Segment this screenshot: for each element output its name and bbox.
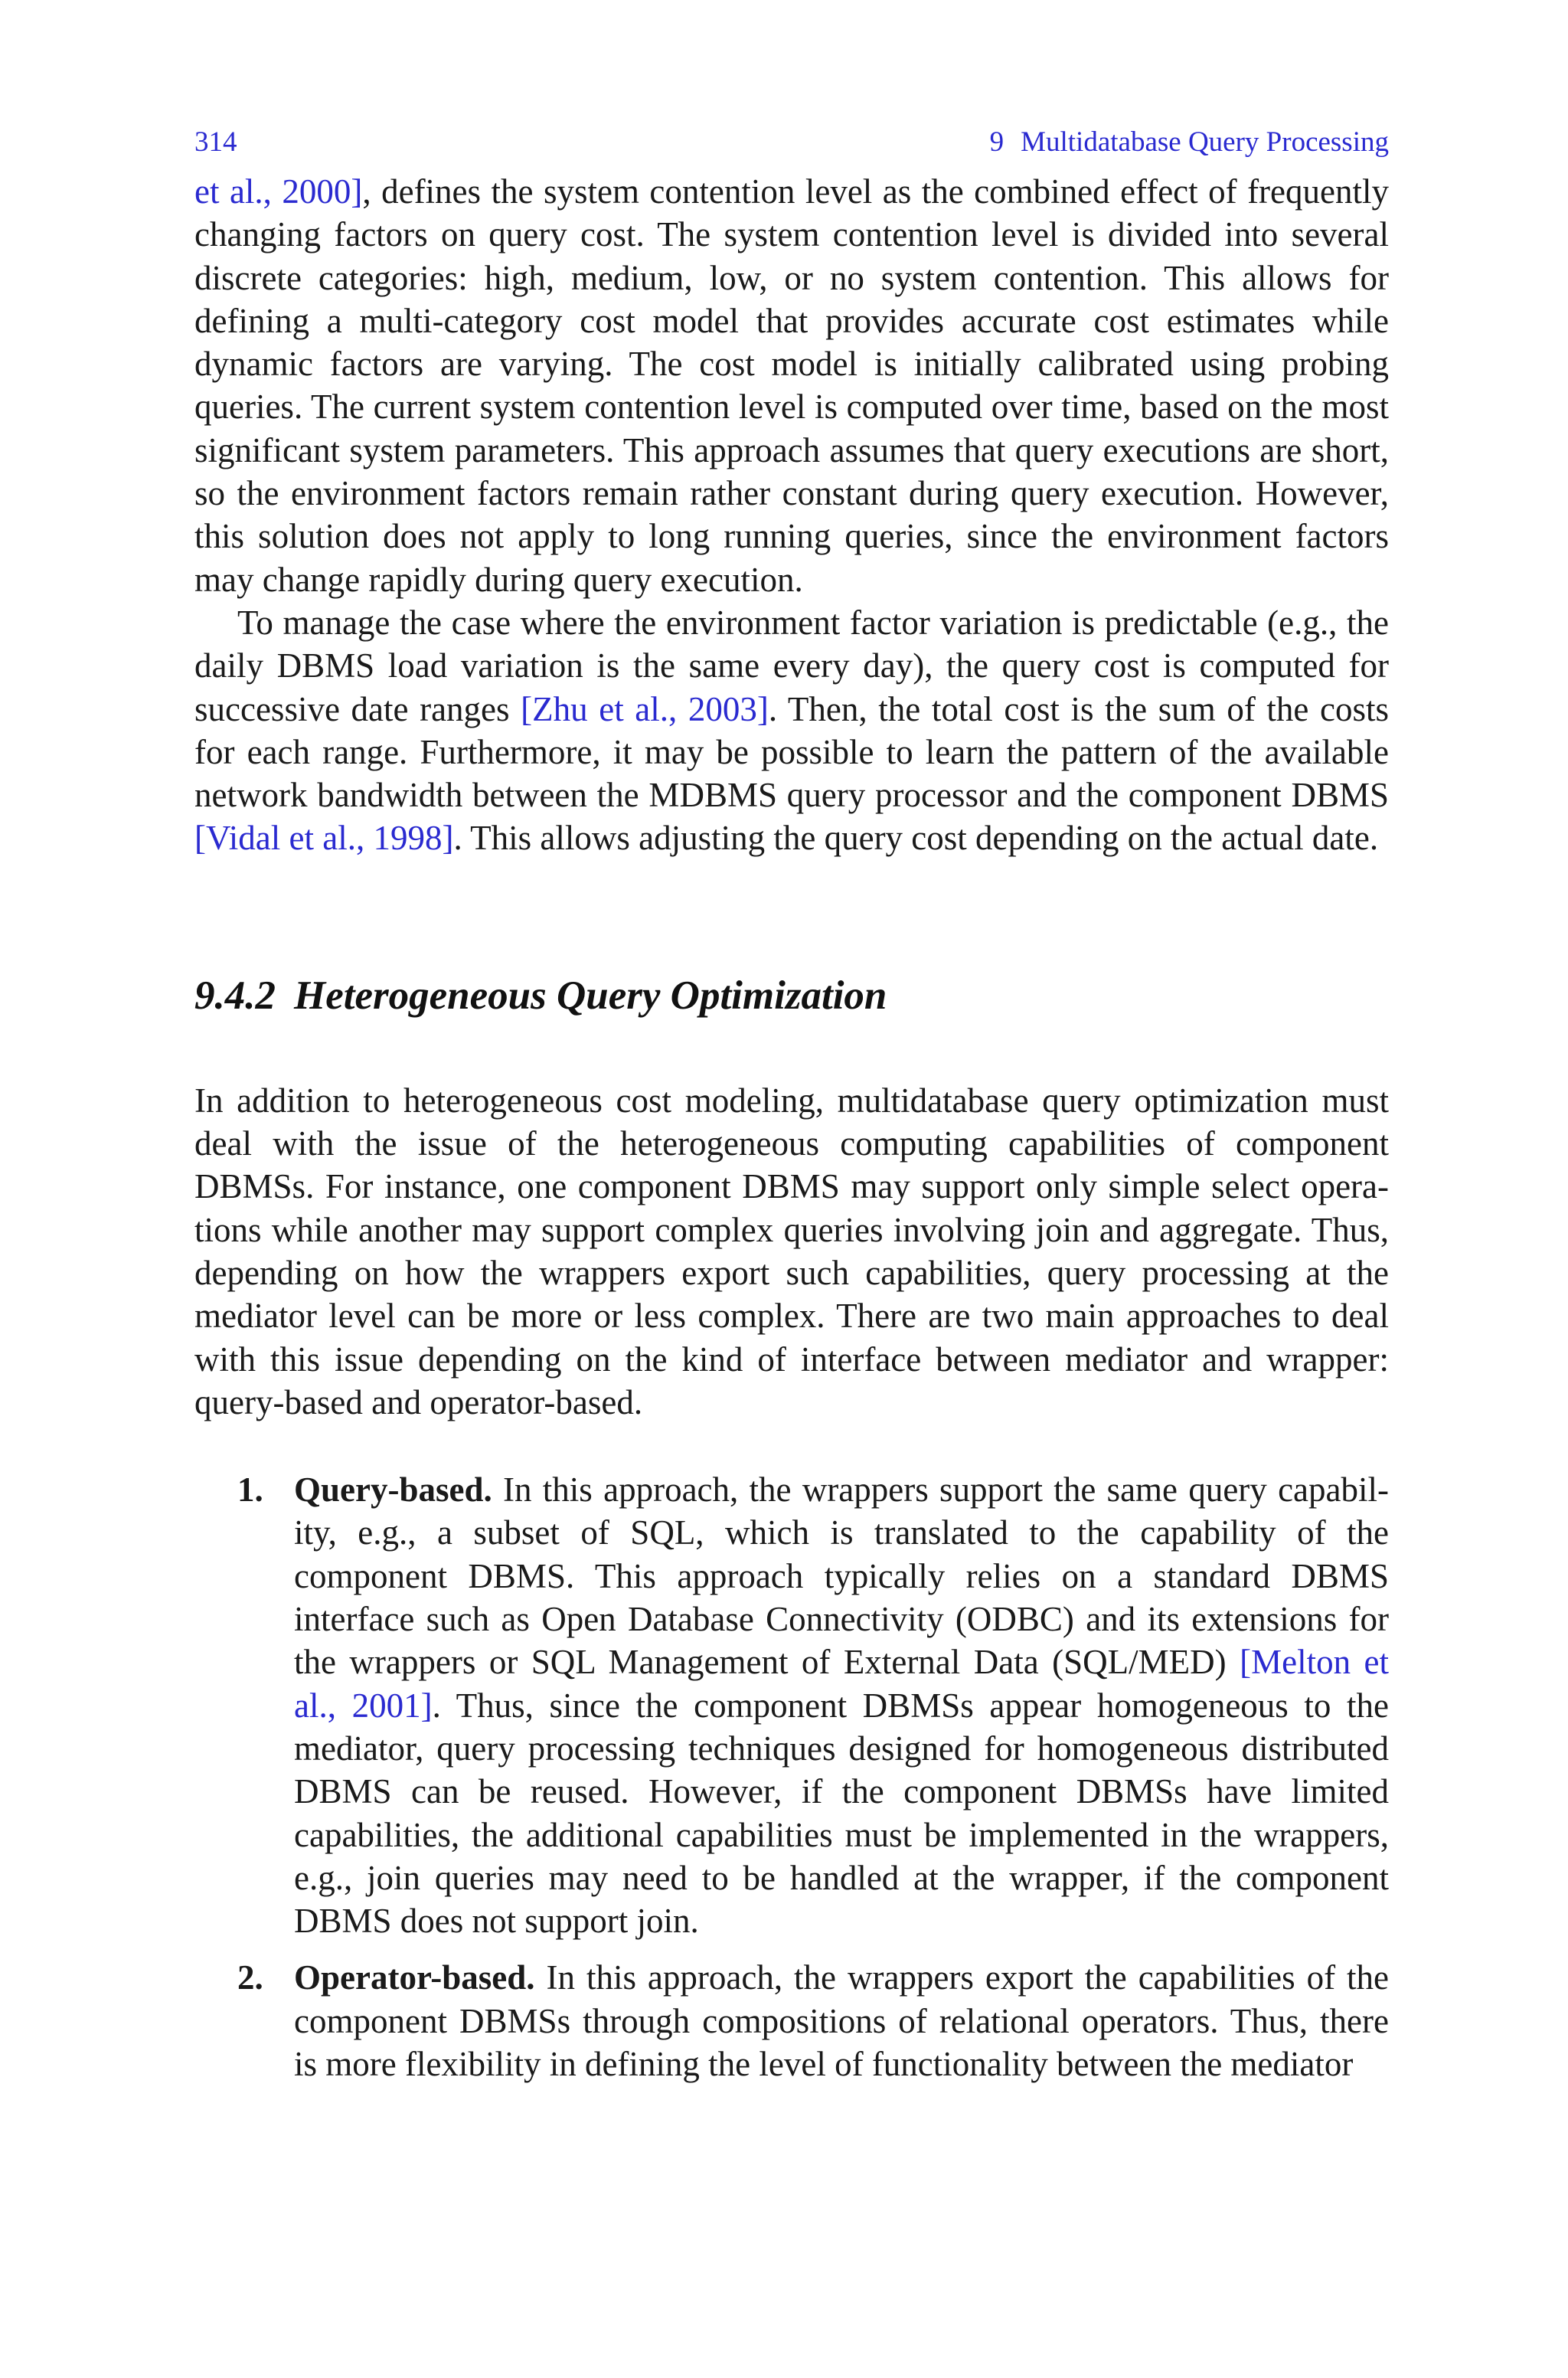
citation-link-melton[interactable]: [Melton et al., 2001] bbox=[294, 1643, 1390, 1725]
list-item-number: 2. bbox=[237, 1958, 263, 1997]
section-title: Heterogeneous Query Optimization bbox=[294, 973, 887, 1018]
paragraph-contention-level bbox=[194, 170, 1389, 601]
chapter-number: 9 bbox=[989, 126, 1004, 158]
list-item-text: In this approach, the wrappers support the same query capability, e.g., a subset of SQL, which is translated to the capability of the component DBMS. This approach typically relies on a standard DBMS interface such as Open Database Connectivity (ODBC) and its extensions for the wrappers or SQL Management of External Data (SQL/MED) bbox=[294, 1470, 1389, 1682]
list-item-term: Operator-based. bbox=[294, 1958, 535, 1997]
approaches-list bbox=[194, 1468, 1389, 2085]
chapter-title: Multidatabase Query Processing bbox=[1021, 126, 1389, 158]
paragraph-text: . This allows adjusting the query cost depending on the actual date. bbox=[453, 819, 1379, 858]
list-item-term: Query-based. bbox=[294, 1470, 492, 1510]
list-item-text: In this approach, the wrappers export the capabilities of the component DBMSs through compositions of relational operators. Thus, there is more flexibility in defining the level of functionality between the mediator bbox=[294, 1958, 1389, 2083]
list-item-query-based bbox=[194, 1468, 1389, 1942]
section-number: 9.4.2 bbox=[194, 973, 276, 1018]
paragraph-text: , defines the system contention level as the combined effect of frequently changing factors on query cost. The system contention level is divided into several discrete categories: high, medium, low, or no system contention. This allows for defining a multi-category cost model that provides accurate cost estimates while dynamic factors are varying. The cost model is initially calibrated using probing queries. The current system contention level is computed over time, based on the most significant system parameters. This approach assumes that query executions are short, so the environment factors remain rather constant during query execution. However, this solution does not apply to long running queries, since the environment factors may change rapidly during query execution. bbox=[194, 172, 1389, 599]
list-item-number: 1. bbox=[237, 1470, 263, 1510]
list-item-body bbox=[294, 1956, 1389, 2085]
section-heading bbox=[194, 969, 1389, 1022]
citation-link-zhu[interactable]: [Zhu et al., 2003] bbox=[521, 689, 769, 728]
page-number: 314 bbox=[194, 126, 237, 158]
citation-link-vidal[interactable]: [Vidal et al., 1998] bbox=[194, 819, 454, 858]
paragraph-date-ranges bbox=[194, 601, 1389, 860]
list-item-text: . Thus, since the component DBMSs appear homogeneous to the mediator, query processing techniques designed for homogeneous distributed DBMS can be reused. However, if the component DBMSs have limited capabilities, the additional capabilities must be implemented in the wrappers, e.g., join queries may need to be handled at the wrapper, if the component DBMS does not support join. bbox=[294, 1686, 1390, 1941]
book-page bbox=[194, 123, 1389, 2099]
running-head bbox=[194, 123, 1389, 162]
citation-link[interactable]: et al., 2000] bbox=[194, 172, 363, 211]
paragraph-text: . Then, the total cost is the sum of the costs for each range. Furthermore, it may be possible to learn the pattern of the available network bandwidth between the MDBMS query processor and the component DBMS bbox=[194, 689, 1389, 815]
paragraph-text: In addition to heterogeneous cost modeling, multidatabase query optimization must deal with the issue of the heterogeneous computing capabilities of component DBMSs. For instance, one component DBMS may support only simple select operations while another may support complex queries involving join and aggregate. Thus, depending on how the wrappers export such capabilities, query processing at the mediator level can be more or less complex. There are two main approaches to deal with this issue depending on the kind of interface between mediator and wrapper: query-based and operator-based. bbox=[194, 1081, 1389, 1421]
list-item-operator-based bbox=[194, 1956, 1389, 2085]
paragraph-text: To manage the case where the environment factor variation is predictable (e.g., the daily DBMS load variation is the same every day), the query cost is computed for successive date ranges bbox=[194, 603, 1389, 728]
chapter-heading bbox=[990, 123, 1389, 162]
list-item-body bbox=[294, 1468, 1389, 1942]
paragraph-heterogeneous-capabilities bbox=[194, 1079, 1389, 1424]
